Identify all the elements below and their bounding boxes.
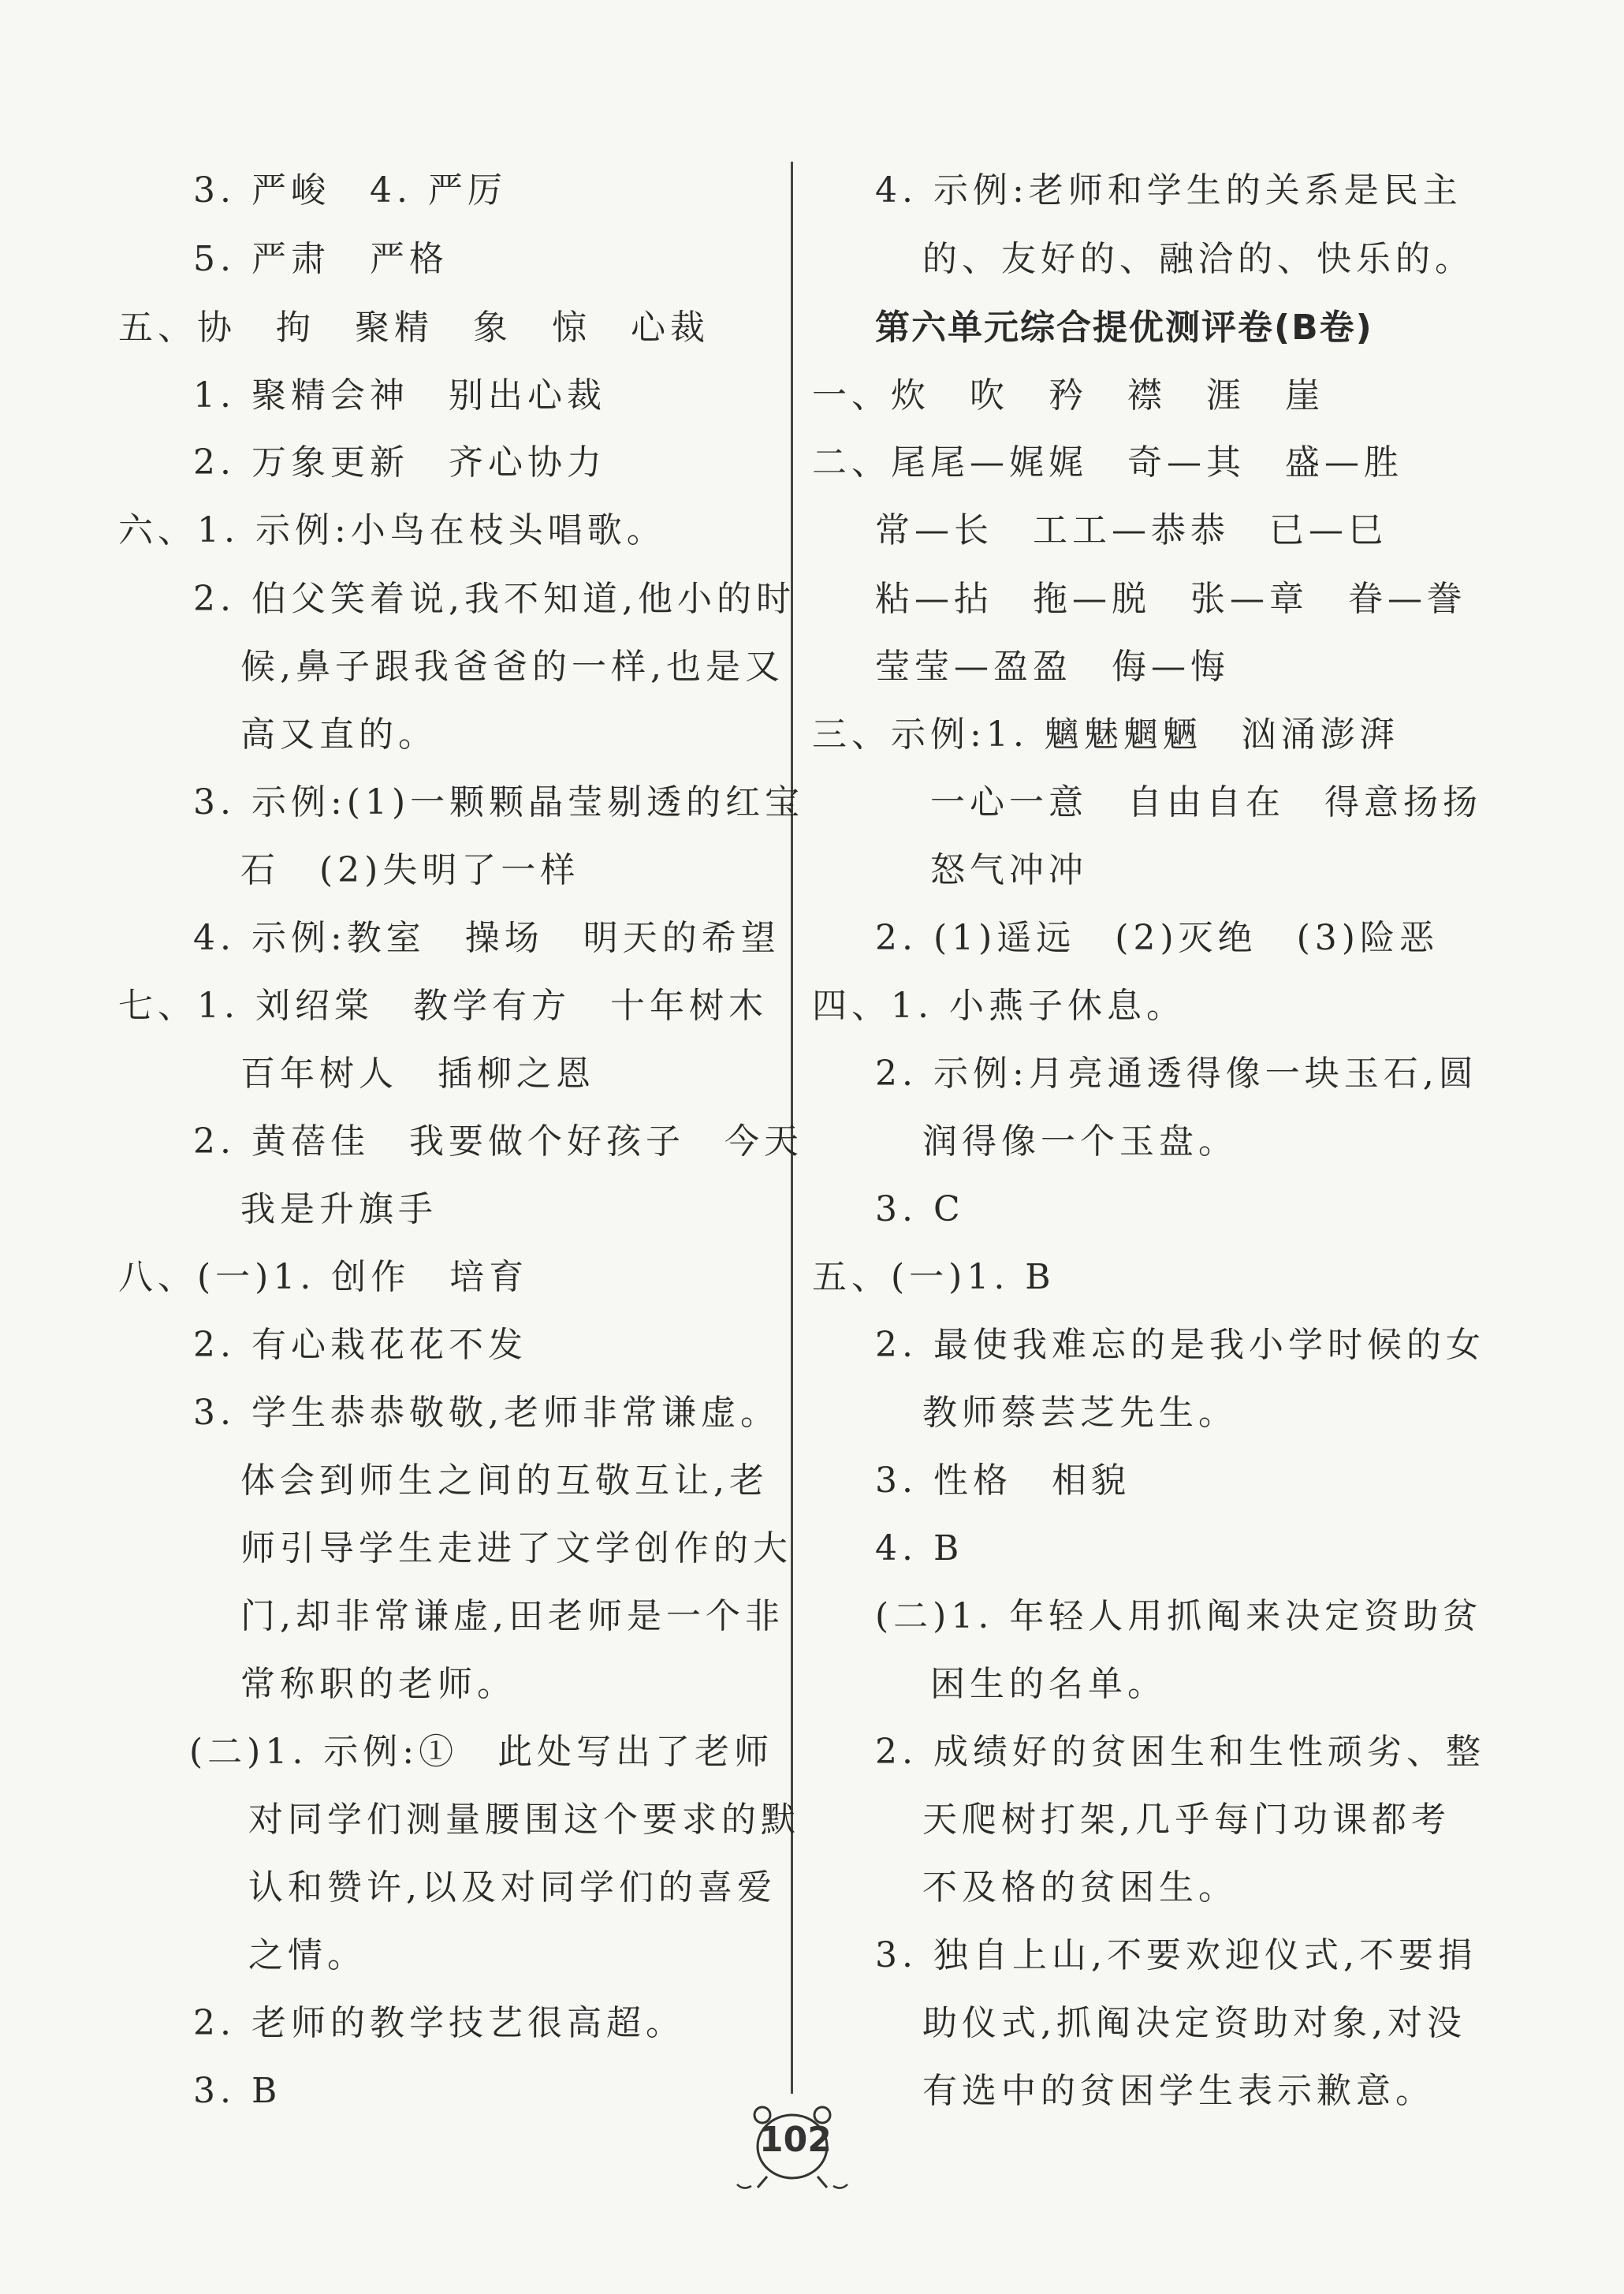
text-line: 高又直的。 (240, 714, 438, 755)
text-line: 4. 示例:教室 操场 明天的希望 (193, 918, 780, 958)
section-heading: 五、(一)1. B (812, 1257, 1056, 1297)
text-line: 1. 聚精会神 别出心裁 (193, 375, 606, 416)
text-line: 5. 严肃 严格 (193, 239, 449, 279)
section-heading: 八、(一)1. 创作 培育 (118, 1257, 529, 1297)
section-heading: 三、示例:1. 魑魅魍魉 汹涌澎湃 (812, 714, 1399, 755)
text-line: 3. 学生恭恭敬敬,老师非常谦虚。 (193, 1393, 780, 1433)
text-line: 体会到师生之间的互敬互让,老 (240, 1460, 769, 1501)
text-line: 门,却非常谦虚,田老师是一个非 (240, 1596, 784, 1636)
section-heading: 五、协 拘 聚精 象 惊 心裁 (118, 308, 710, 348)
text-line: 润得像一个玉盘。 (922, 1121, 1238, 1162)
text-line: 2. 成绩好的贫困生和生性顽劣、整 (875, 1732, 1485, 1772)
text-line: 2. 示例:月亮通透得像一块玉石,圆 (875, 1054, 1478, 1094)
text-line: 的、友好的、融洽的、快乐的。 (922, 239, 1474, 279)
text-line: 我是升旗手 (240, 1189, 438, 1229)
text-line: 4. 示例:老师和学生的关系是民主 (875, 170, 1462, 211)
section-title: 第六单元综合提优测评卷(B卷) (875, 308, 1373, 348)
section-heading: 二、尾尾—娓娓 奇—其 盛—胜 (812, 442, 1403, 483)
text-line: 常称职的老师。 (240, 1664, 516, 1704)
text-line: 2. 伯父笑着说,我不知道,他小的时 (193, 579, 795, 619)
text-line: 认和赞许,以及对同学们的喜爱 (248, 1867, 777, 1908)
text-line: 2. 最使我难忘的是我小学时候的女 (875, 1325, 1485, 1365)
text-line: 2. 有心栽花花不发 (193, 1325, 527, 1365)
text-line: (二)1. 年轻人用抓阄来决定资助贫 (875, 1596, 1483, 1636)
text-line: 困生的名单。 (930, 1664, 1167, 1704)
section-heading: 七、1. 刘绍棠 教学有方 十年树木 (118, 986, 768, 1026)
text-line: 4. B (875, 1528, 964, 1568)
text-line: 常—长 工工—恭恭 已—巳 (875, 510, 1387, 550)
text-line: 不及格的贫困生。 (922, 1867, 1238, 1908)
text-line: 百年树人 插柳之恩 (240, 1054, 595, 1094)
section-heading: 六、1. 示例:小鸟在枝头唱歌。 (118, 510, 666, 550)
text-line: 天爬树打架,几乎每门功课都考 (922, 1800, 1451, 1840)
text-line: 助仪式,抓阄决定资助对象,对没 (922, 2003, 1466, 2043)
text-line: 2. (1)遥远 (2)灭绝 (3)险恶 (875, 918, 1439, 958)
text-line: 2. 黄蓓佳 我要做个好孩子 今天 (193, 1121, 803, 1162)
section-heading: 一、炊 吹 矜 襟 涯 崖 (812, 375, 1324, 416)
section-heading: 四、1. 小燕子休息。 (812, 986, 1186, 1026)
text-line: 石 (2)失明了一样 (240, 850, 580, 890)
text-line: 2. 老师的教学技艺很高超。 (193, 2003, 685, 2043)
text-line: 有选中的贫困学生表示歉意。 (922, 2071, 1435, 2111)
text-line: 教师蔡芸芝先生。 (922, 1393, 1238, 1433)
text-line: 2. 万象更新 齐心协力 (193, 442, 606, 483)
text-line: 对同学们测量腰围这个要求的默 (248, 1800, 800, 1840)
text-line: 一心一意 自由自在 得意扬扬 (930, 782, 1482, 822)
text-line: 3. 示例:(1)一颗颗晶莹剔透的红宝 (193, 782, 805, 822)
text-line: 3. 性格 相貌 (875, 1460, 1130, 1501)
text-line: 莹莹—盈盈 侮—悔 (875, 647, 1230, 687)
page-number-badge (729, 2098, 855, 2192)
text-line: 候,鼻子跟我爸爸的一样,也是又 (240, 647, 784, 687)
text-line: 粘—拈 拖—脱 张—章 眷—誊 (875, 579, 1466, 619)
text-line: (二)1. 示例:① 此处写出了老师 (189, 1732, 774, 1772)
text-line: 师引导学生走进了文学创作的大 (240, 1528, 792, 1568)
text-line: 之情。 (248, 1935, 367, 1975)
text-line: 3. 严峻 4. 严厉 (193, 170, 507, 211)
text-line: 3. B (193, 2071, 282, 2111)
text-line: 3. C (875, 1189, 965, 1229)
text-line: 怒气冲冲 (930, 850, 1088, 890)
text-line: 3. 独自上山,不要欢迎仪式,不要捐 (875, 1935, 1477, 1975)
page-number: 102 (759, 2120, 832, 2160)
